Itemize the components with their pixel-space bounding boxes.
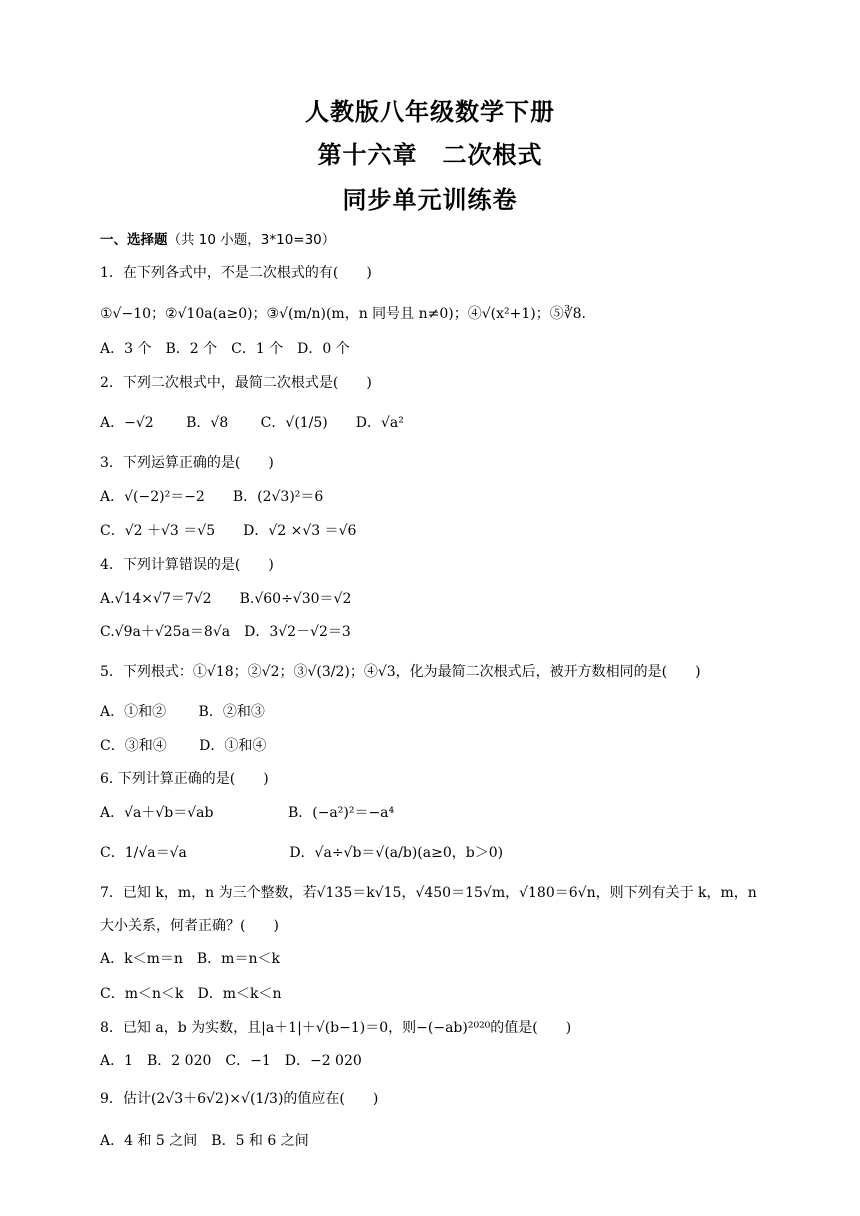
section-heading (100, 228, 335, 248)
question-line: 1．在下列各式中，不是二次根式的有( ) (100, 265, 372, 281)
question-line: A．√(−2)²＝−2 B．(2√3)²＝6 (100, 489, 324, 505)
question-line: A．k＜m＝n B．m＝n＜k (100, 951, 280, 967)
question-line: A．①和② B．②和③ (100, 704, 265, 720)
question-line: A．1 B．2 020 C．−1 D．−2 020 (100, 1053, 362, 1069)
question-line: C．m＜n＜k D．m＜k＜n (100, 986, 282, 1002)
question-line: C．√2 ＋√3 ＝√5 D．√2 ×√3 ＝√6 (100, 523, 357, 539)
question-line: 6. 下列计算正确的是( ) (100, 771, 269, 787)
question-line: 5．下列根式：①√18；②√2；③√(3/2)；④√3，化为最简二次根式后，被开方数相同的是( ) (100, 664, 701, 680)
question-line: ①√−10；②√10a(a≥0)；③√(m/n)(m，n 同号且 n≠0)；④√(x²+1)；⑤∛8. (100, 306, 587, 322)
question-line: A.√14×√7＝7√2 B.√60÷√30＝√2 (100, 591, 352, 607)
question-line: 大小关系，何者正确？( ) (100, 918, 279, 934)
paper-subtitle: 同步单元训练卷 (342, 186, 518, 214)
question-line: 9．估计(2√3＋6√2)×√(1/3)的值应在( ) (100, 1091, 379, 1107)
question-line: 2．下列二次根式中，最简二次根式是( ) (100, 375, 372, 391)
question-line: A．√a＋√b＝√ab B．(−a²)²＝−a⁴ (100, 805, 395, 821)
section-heading-label: 一、选择题 (100, 232, 168, 248)
question-line: A．4 和 5 之间 B．5 和 6 之间 (100, 1133, 309, 1149)
question-line: 3．下列运算正确的是( ) (100, 455, 274, 471)
question-line: A．3 个 B．2 个 C．1 个 D．0 个 (100, 341, 350, 357)
question-line: C.√9a＋√25a＝8√a D．3√2－√2＝3 (100, 624, 351, 640)
question-line: 7．已知 k，m，n 为三个整数，若√135＝k√15，√450＝15√m，√180＝6√n，则下列有关于 k，m，n (100, 885, 757, 901)
question-line: A．−√2 B．√8 C．√(1/5) D．√a² (100, 415, 404, 431)
section-heading-note: （共 10 小题，3*10=30） (167, 232, 336, 248)
question-line: 4．下列计算错误的是( ) (100, 557, 274, 573)
page-title: 人教版八年级数学下册 (305, 98, 555, 126)
chapter-title: 第十六章 二次根式 (317, 141, 543, 169)
question-line: C．1/√a＝√a D．√a÷√b＝√(a/b)(a≥0，b＞0) (100, 845, 504, 861)
question-line: C．③和④ D．①和④ (100, 738, 267, 754)
question-line: 8．已知 a，b 为实数，且|a＋1|＋√(b−1)＝0，则−(−ab)²⁰²⁰的值是( ) (100, 1020, 572, 1036)
